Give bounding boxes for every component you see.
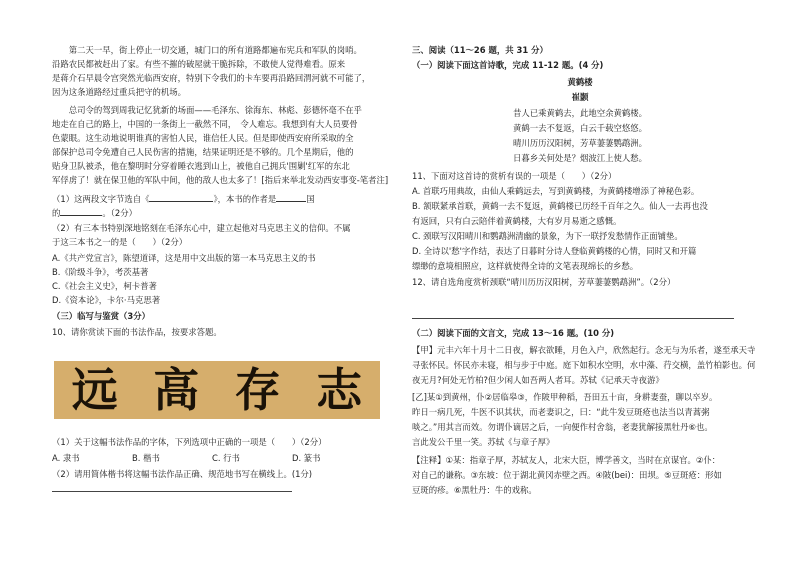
question-10-2: （2）请用简体楷书将这幅书法作品正确、规范地书写在横线上。(1分) [52, 469, 313, 479]
passage-line: 部保护总司令免遭自己人民伤害的措施，结果证明还是不够的。几个星期后，他的 [52, 147, 354, 157]
poem-title: 黄鹤楼 [567, 77, 593, 87]
passage-line: 军俘虏了！就在保卫他的军队中间，他的敌人也太多了！[指后来举北发动西安事变-笔者注] [52, 175, 389, 185]
question-11: 11、下面对这首诗的赏析有误的一项是（ ）（2分） [412, 171, 617, 181]
annotation-line: 对自己的谦称。③东坡：位于湖北黄冈赤壁之西。④陂(bei)：田坝。⑤豆斑疮：形如 [412, 470, 722, 480]
passage-line: 色蒙眼。这生动地说明谁真的害怕人民，谁信任人民。但是即使西安府所采取的全 [52, 133, 354, 143]
option-c: C.《社会主义史》，柯卡普著 [52, 281, 157, 291]
passage-line: 总司令的驾到周我记忆犹新的场面——毛泽东、徐海东、林彪、彭德怀毫不在乎 [52, 105, 362, 115]
option-b: B. 颔联紧承首联，黄鹤一去不复返，黄鹤楼已历经千百年之久。仙人一去再也没 [412, 201, 708, 211]
answer-blank-author[interactable] [60, 207, 102, 216]
poem-author: 崔颢 [571, 92, 589, 102]
question-10-1-options [52, 453, 372, 464]
option-a: A.《共产党宣言》，陈望道译，这是用中文出版的第一本马克思主义的书 [52, 253, 316, 263]
text-line: [乙]某①到黄州，仆②居临皋③，作陂甲种稻，吾田五十亩，身耕妻蚕，聊以卒岁。 [412, 392, 718, 402]
text-line: 【甲】元丰六年十月十二日夜，解衣欲睡，月色入户，欣然起行。念无与为乐者，遂至承天寺 [412, 345, 756, 355]
question-1-cont: 的 。（2分） [52, 208, 138, 218]
annotation-line: 豆斑的疹。⑥黑牡丹：牛的戏称。 [412, 485, 537, 495]
option-a: A. 首联巧用典故，由仙人乘鹤远去，写到黄鹤楼，为黄鹤楼增添了神秘色彩。 [412, 186, 700, 196]
subsection-heading: （二）阅读下面的文言文，完成 13～16 题。(10 分) [412, 328, 615, 338]
calligraphy-char: 存 [234, 363, 281, 417]
answer-blank-country[interactable] [276, 193, 306, 202]
calligraphy-image [54, 361, 380, 419]
question-10: 10、请你赏读下面的书法作品，按要求答题。 [52, 327, 222, 337]
answer-blank-book[interactable] [149, 193, 213, 202]
text-line: 言此发公千里一笑。苏轼《与章子厚》 [412, 437, 555, 447]
option-d: D.《资本论》，卡尔·马克思著 [52, 295, 161, 305]
option-d: D. 全诗以'愁'字作结，表达了日暮时分诗人登临黄鹤楼的心情，同时又和开篇 [412, 246, 697, 256]
question-2: 于这三本书之一的是（ ）（2分） [52, 237, 188, 247]
left-column [52, 0, 388, 561]
answer-line[interactable] [412, 318, 734, 319]
calligraphy-char: 高 [153, 363, 200, 417]
text-line: 夜无月?何处无竹柏?但少闲人如吾两人者耳。苏轼《记承天寺夜游》 [412, 375, 664, 385]
passage-line: 因为这条道路经过重兵把守的机场。 [52, 87, 186, 97]
annotation-line: 【注释】①某：指章子厚，苏轼友人，北宋大臣，博学善文，当时在京谋官。②仆： [412, 455, 721, 465]
option-c: C. 颈联写汉阳晴川和鹦鹉洲清幽的景象，为下一联抒发愁情作正面铺垫。 [412, 231, 683, 241]
poem-line: 晴川历历汉阳树，芳草萋萋鹦鹉洲。 [513, 138, 647, 148]
option-a: A. 隶书 [52, 453, 80, 463]
poem-line: 日暮乡关何处是？烟波江上使人愁。 [513, 153, 647, 163]
text-line: 寻张怀民。怀民亦未寝，相与步于中庭。庭下如积水空明，水中藻、荇交横，盖竹柏影也。何 [412, 360, 756, 370]
section-heading: （三）临写与鉴赏（3分） [52, 311, 150, 321]
passage-line: 贴身卫队被杀，他在黎明时分穿着睡衣逃到山上，被他自己拥兵'围剿'红军的东北 [52, 161, 350, 171]
calligraphy-char: 志 [316, 363, 363, 417]
poem-line: 黄鹤一去不复返，白云千载空悠悠。 [513, 123, 647, 133]
passage-line: 地走在自己的路上，中国的一条街上一截然不同， 令人难忘。我想到有大人员要骨 [52, 119, 358, 129]
text-line: 啖之。”用其言而效。勿谓仆谪居之后，一向便作村舍翁，老妻犹解接黑牡丹⑥也。 [412, 422, 713, 432]
calligraphy-char: 远 [71, 363, 118, 417]
answer-line[interactable] [52, 491, 292, 492]
passage-line: 是蒋介石早晨令宫突然光临西安府，特别下令我们的卡车要再沿路回渭河就不可能了， [52, 73, 371, 83]
question-1: （1）这两段文字节选自《 》，本书的作者是 国 [52, 194, 315, 204]
right-column [412, 0, 756, 561]
question-10-1: （1）关于这幅书法作品的字体，下列选项中正确的一项是（ ）（2分） [52, 437, 327, 447]
passage-line: 第二天一早，街上停止一切交通，城门口的所有道路都遍布宪兵和军队的岗哨。 [52, 45, 362, 55]
passage-line: 沿路农民都被赶出了家。有些不摧的破屋就干脆拆除，不敢使人觉得难看。原来 [52, 59, 346, 69]
option-c: C. 行书 [212, 453, 240, 463]
poem-line: 昔人已乘黄鹤去，此地空余黄鹤楼。 [513, 108, 647, 118]
question-2: （2）有三本书特别深地铭刻在毛泽东心中，建立起他对马克思主义的信仰。不属 [52, 223, 351, 233]
question-12: 12、请自选角度赏析颈联“晴川历历汉阳树，芳草萋萋鹦鹉洲”。（2分） [412, 277, 676, 287]
option-d: D. 篆书 [292, 453, 321, 463]
section-heading: 三、阅读（11～26 题，共 31 分） [412, 45, 548, 55]
option-b: B. 楷书 [132, 453, 160, 463]
option-d-cont: 缥缈的意境相照应，这样就使得全诗的文笔表现绵长的乡愁。 [412, 261, 639, 271]
option-b: B.《阶级斗争》，考茨基著 [52, 267, 149, 277]
text-line: 昨日一病几死，牛医不识其状，而老妻识之，曰：“此牛发豆斑疮也法当以青蒿粥 [412, 407, 710, 417]
option-b-cont: 有返回，只有白云陪伴着黄鹤楼，大有岁月易逝之感慨。 [412, 216, 622, 226]
subsection-heading: （一）阅读下面这首诗歌，完成 11-12 题。(4 分) [412, 60, 604, 70]
